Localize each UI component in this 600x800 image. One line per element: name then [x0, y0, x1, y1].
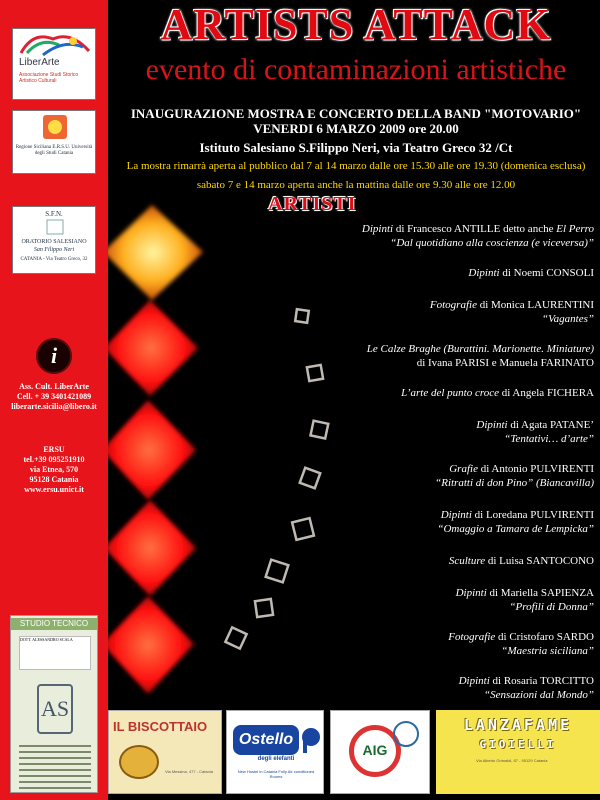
cookie-icon [119, 745, 159, 779]
contact-line: via Etnea, 570 [29, 465, 79, 474]
artist-entry [200, 298, 594, 326]
artist-name: SANTOCONO [526, 555, 594, 567]
artist-work: “Vagantes” [542, 313, 594, 325]
biscottaio-address: Via Messina, 477 - Catania [165, 769, 213, 774]
artist-by: di Monica [476, 299, 528, 311]
opening-hours: La mostra rimarrà aperta al pubblico dal 7 al 14 marzo dalle ore 15.30 alle ore 19.30 (domenica esclusa) [126, 160, 586, 172]
artist-name: ANTILLE [453, 223, 501, 235]
ersu-contact [2, 445, 106, 495]
artist-name: PATANE’ [550, 419, 594, 431]
artist-category: Dipinti [361, 223, 394, 235]
artist-by: di Noemi [499, 267, 547, 279]
contact-line: Ass. Cult. LiberArte [19, 382, 89, 391]
sponsor-ostello [226, 710, 324, 794]
liberarte-contact [2, 382, 106, 412]
paint-splash-icon [13, 29, 97, 57]
artist-category: Dipinti [455, 587, 487, 599]
diamond-shape [108, 596, 194, 694]
studio-card [19, 636, 91, 670]
elephant-icon [299, 725, 323, 755]
lanzafame-sub: GIOIELLI [479, 738, 557, 751]
artist-name: di Ivana PARISI e Manuela FARINATO [416, 357, 594, 369]
artist-work: “Sensazioni dal Mondo” [483, 689, 594, 701]
artist-category: Fotografie [429, 299, 477, 311]
poster-title: ARTISTS ATTACK [160, 0, 552, 49]
artist-by: di Antonio [477, 463, 531, 475]
artist-category: L’arte del punto croce [401, 387, 499, 399]
artist-by: di Mariella [486, 587, 541, 599]
oratorio-logo [12, 206, 96, 274]
artist-by: di Cristofaro [495, 631, 557, 643]
event-date: VENERDI 6 MARZO 2009 ore 20.00 [253, 121, 459, 136]
liberarte-logo [12, 28, 96, 100]
contact-line: www.ersu.unict.it [24, 485, 84, 494]
diamond-shape [108, 300, 198, 396]
artist-entry [200, 586, 594, 614]
biscottaio-name: IL BISCOTTAIO [113, 719, 208, 734]
contact-line: liberarte.sicilia@libero.it [11, 402, 97, 411]
artist-name: PULVIRENTI [530, 509, 594, 521]
regione-text: Regione Siciliana E.R.S.U. Università degli Studi Catania [15, 145, 93, 156]
artist-work: “Tentativi… d’arte” [504, 433, 594, 445]
diamond-shape [108, 205, 203, 300]
sponsor-lanzafame [436, 710, 600, 794]
artist-work: “Dal quotidiano alla coscienza (e viceversa)” [390, 237, 594, 249]
artist-by: di Agata [507, 419, 551, 431]
artist-name: LAURENTINI [527, 299, 594, 311]
artist-entry [200, 462, 594, 490]
contact-line: tel.+39 095251910 [23, 455, 85, 464]
info-icon: i [36, 338, 72, 374]
artist-entry [200, 266, 594, 280]
diamond-shape [108, 500, 196, 596]
artist-entry [200, 554, 594, 568]
artist-category: Sculture [448, 555, 486, 567]
event-venue: Istituto Salesiano S.Filippo Neri, via Teatro Greco 32 /Ct [199, 140, 513, 155]
contact-line: Cell. + 39 3401421089 [16, 392, 92, 401]
lanzafame-name: LANZAFAME [463, 716, 573, 734]
studio-header: STUDIO TECNICO [11, 618, 97, 630]
artist-name: FICHERA [546, 387, 594, 399]
artist-work: “Profili di Donna” [509, 601, 594, 613]
inauguration-line: INAUGURAZIONE MOSTRA E CONCERTO DELLA BAND "MOTOVARIO" [130, 106, 582, 121]
artist-by: di Luisa [485, 555, 527, 567]
ostello-sub: degli elefanti [257, 756, 295, 762]
studio-card-text: DOTT. ALESSANDRO SCALA [20, 637, 73, 642]
contact-line: 95128 Catania [29, 475, 79, 484]
artist-list [200, 222, 594, 702]
aig-emblem-icon [393, 721, 419, 747]
artist-name: CONSOLI [546, 267, 594, 279]
lanzafame-address: Via Alberto Grimaldi, 87 - 95129 Catania [476, 758, 548, 763]
artist-category: Dipinti [476, 419, 508, 431]
artist-entry [200, 508, 594, 536]
oratorio-saint: San Filippo Neri [33, 247, 75, 253]
ostello-info: New Hostel in Catania Fully Air conditioned Rooms [237, 769, 315, 779]
artists-heading: ARTISTI [268, 193, 357, 215]
artist-entry [200, 674, 594, 702]
saturday-hours: sabato 7 e 14 marzo aperta anche la mattina dalle ore 9.30 alle ore 12.00 [196, 179, 516, 191]
sidebar [0, 0, 108, 800]
artist-extra: detto anche [500, 223, 557, 235]
contact-line: ERSU [43, 445, 65, 454]
artist-entry [200, 418, 594, 446]
studio-tecnico-logo [10, 615, 98, 793]
regione-emblem-icon [13, 113, 97, 143]
sponsor-biscottaio [108, 710, 222, 794]
liberarte-sub: Associazione Studi Storico Artistico Culturali [19, 72, 79, 84]
oratorio-emblem-icon [13, 219, 97, 235]
oratorio-name: ORATORIO SALESIANO [21, 239, 87, 245]
liberarte-brand: LiberArte [19, 57, 60, 68]
artist-entry [200, 222, 594, 250]
artist-work: “Maestria siciliana” [501, 645, 594, 657]
artist-alias: El Perro [556, 223, 594, 235]
artist-category: Le Calze Braghe (Burattini. Marionette. Miniature) [366, 343, 594, 355]
oratorio-address: CATANIA - Via Teatro Greco, 32 [20, 257, 88, 262]
artist-category: Grafie [449, 463, 478, 475]
poster-subtitle: evento di contaminazioni artistiche [145, 53, 567, 86]
artist-name: SAPIENZA [540, 587, 594, 599]
artist-by: di Loredana [471, 509, 531, 521]
studio-text-lines [19, 741, 91, 793]
studio-monogram: AS [37, 684, 73, 734]
aig-name: AIG [362, 742, 388, 758]
ostello-name: Ostello [233, 725, 299, 755]
artist-category: Dipinti [458, 675, 490, 687]
artist-name: PULVIRENTI [530, 463, 594, 475]
sponsor-aig [330, 710, 430, 794]
artist-category: Fotografie [448, 631, 496, 643]
artist-category: Dipinti [440, 509, 472, 521]
artist-entry [200, 386, 594, 400]
diamond-shape [108, 400, 196, 500]
artist-by: di Francesco [393, 223, 454, 235]
regione-logo [12, 110, 96, 174]
artist-name: TORCITTO [540, 675, 594, 687]
artist-by: di Angela [498, 387, 547, 399]
artist-name: SARDO [556, 631, 594, 643]
artist-work: “Ritratti di don Pino” (Biancavilla) [435, 477, 594, 489]
artist-by: di Rosaria [489, 675, 540, 687]
artist-entry [200, 630, 594, 658]
artist-category: Dipinti [468, 267, 500, 279]
oratorio-title: S.F.N. [45, 210, 63, 218]
artist-entry [200, 342, 594, 370]
artist-work: “Omaggio a Tamara de Lempicka” [437, 523, 594, 535]
